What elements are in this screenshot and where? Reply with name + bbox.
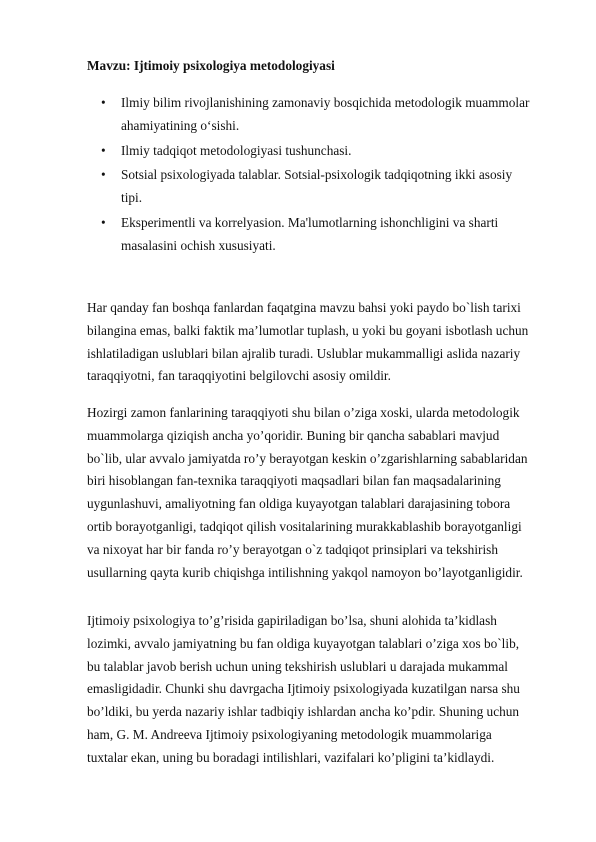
topic-line: ahamiyatining o‘sishi. [121, 117, 240, 133]
paragraph-line: muammolarga qiziqish ancha yo’qoridir. Buning bir qancha sabablari mavjud [87, 427, 500, 443]
paragraph-line: lozimki, avvalo jamiyatning bu fan oldiga kuyayotgan talablari o’ziga xos bo`lib, [87, 635, 520, 651]
paragraph-line: bu talablar javob berish uchun uning tekshirish uslublari u darajada mukammal [87, 658, 508, 674]
paragraph-line: tuxtalar ekan, uning bu boradagi intilishlari, vazifalari ko’pligini ta’kidlaydi. [87, 749, 495, 765]
topic-line: Ilmiy bilim rivojlanishining zamonaviy bosqichida metodologik muammolar [121, 95, 530, 110]
bullet-icon: • [101, 167, 106, 183]
paragraph-line: usullarning qayta kurib chiqishga intilishning yakqol namoyon bo’layotganligidir. [87, 564, 523, 580]
paragraph-line: bilangina emas, balki faktik ma’lumotlar tuplash, u yoki bu goyani isbotlash uchun [87, 322, 529, 338]
paragraph-2 [87, 402, 557, 584]
topic-line: Ilmiy tadqiqot metodologiyasi tushunchasi. [121, 142, 352, 158]
paragraph-line: Ijtimoiy psixologiya to’g’risida gapiriladigan bo’lsa, shuni alohida ta’kidlash [87, 613, 497, 628]
bullet-icon: • [101, 95, 106, 110]
topic-list-item [0, 92, 553, 138]
paragraph-1 [87, 297, 557, 388]
topic-line: tipi. [121, 190, 143, 206]
paragraph-3 [87, 610, 557, 770]
bullet-icon: • [101, 142, 106, 158]
paragraph-line: ortib borayotganligi, tadqiqot qilish vositalarining murakkablashib borayotganligi [87, 518, 522, 534]
paragraph-line: va nixoyat har bir fanda ro’y berayotgan o`z tadqiqot prinsiplari va tekshirish [87, 541, 498, 557]
paragraph-line: bo’ldiki, bu yerda nazariy ishlar tadbiqiy ishlardan ancha ko’pdir. Shuning uchun [87, 704, 520, 720]
topic-line: Eksperimentli va korrelyasion. Ma'lumotlarning ishonchligini va sharti [121, 214, 499, 230]
paragraph-line: biri hisoblangan fan-texnika taraqqiyoti maqsadlari bilan fan maqsadalarining [87, 473, 501, 489]
topic-list-item [0, 164, 553, 210]
paragraph-line: bo`lib, ular avvalo jamiyatda ro’y berayotgan keskin o’zgarishlarning sabablaridan [87, 450, 528, 466]
bullet-icon: • [101, 214, 106, 230]
paragraph-line: taraqqiyotni, fan taraqqiyotini belgilovchi asosiy omildir. [87, 368, 391, 384]
topic-line: Sotsial psixologiyada talablar. Sotsial-psixologik tadqiqotning ikki asosiy [121, 167, 513, 183]
topic-line: masalasini ochish xususiyati. [121, 237, 276, 253]
topic-list-item [0, 212, 553, 258]
paragraph-line: Har qanday fan boshqa fanlardan faqatgina mavzu bahsi yoki paydo bo`lish tarixi [87, 300, 521, 315]
paragraph-line: Hozirgi zamon fanlarining taraqqiyoti shu bilan o’ziga xoski, ularda metodologik [87, 405, 520, 420]
topic-list [0, 92, 596, 260]
paragraph-line: emasligidadir. Chunki shu davrgacha Ijtimoiy psixologiyada kuzatilgan narsa shu [87, 681, 520, 697]
paragraph-line: uygunlashuvi, amaliyotning fan oldiga kuyayotgan talablari darajasining tobora [87, 496, 511, 512]
topic-list-item [0, 140, 553, 163]
paragraph-line: ham, G. M. Andreeva Ijtimoiy psixologiyaning metodologik muammolariga [87, 726, 492, 742]
document-title: Mavzu: Ijtimoiy psixologiya metodologiyasi [87, 58, 335, 73]
paragraph-line: ishlatiladigan uslublari bilan ajralib turadi. Uslublar mukammalligi aslida nazariy [87, 345, 521, 361]
